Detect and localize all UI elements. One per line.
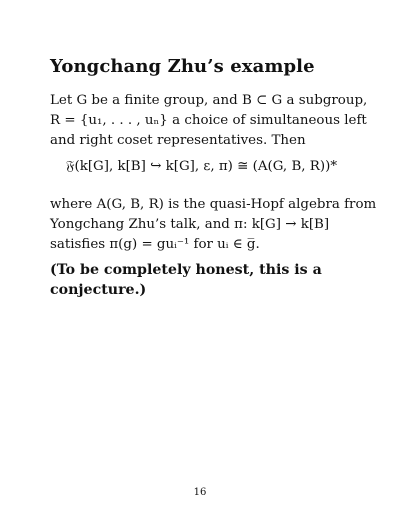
conjecture-remark: [50, 260, 350, 300]
where-paragraph: [50, 195, 377, 255]
where-line: where A(G, B, R) is the quasi-Hopf algebra from: [50, 197, 377, 212]
intro-line: R = {u₁, . . . , uₙ} a choice of simultaneous left: [50, 113, 367, 128]
display-formula: 𝔉(k[G], k[B] ↪ k[G], ε, π) ≅ (A(G, B, R))*: [66, 159, 338, 174]
where-line: satisfies π(g) = guᵢ⁻¹ for uᵢ ∈ g̅.: [50, 237, 260, 252]
remark-line: (To be completely honest, this is a: [50, 262, 322, 278]
slide-title: Yongchang Zhu’s example: [50, 56, 315, 77]
intro-line: Let G be a finite group, and B ⊂ G a subgroup,: [50, 93, 368, 108]
intro-line: and right coset representatives. Then: [50, 133, 306, 148]
where-line: Yongchang Zhu’s talk, and π: k[G] → k[B]: [50, 217, 330, 232]
page-number: 16: [193, 487, 207, 498]
remark-line: conjecture.): [50, 282, 147, 298]
intro-paragraph: [50, 91, 368, 151]
